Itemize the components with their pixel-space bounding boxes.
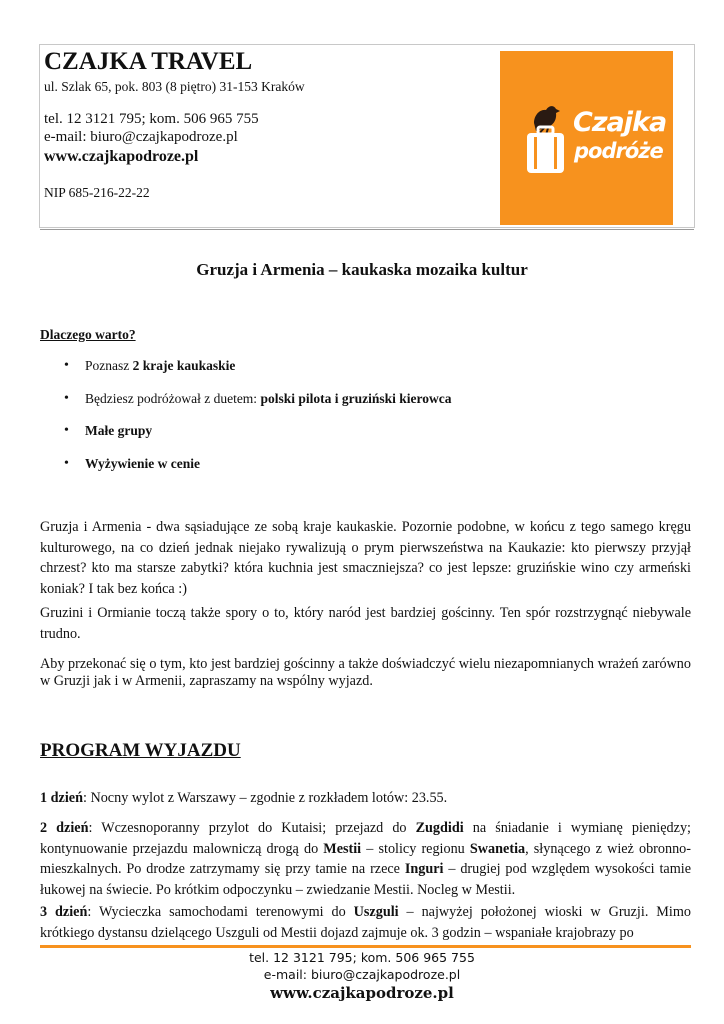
program-heading: PROGRAM WYJAZDU: [40, 740, 241, 761]
intro-paragraph-1: Gruzja i Armenia - dwa sąsiadujące ze sobą kraje kaukaskie. Pozornie podobne, w końcu z tego samego kręgu kulturowego, na co dzień jednak niejako rywalizują o prym pierwszeństwa na Kaukazie: kto pierwszy przyjął chrzest? kto ma starsze zabytki? która kuchnia jest smaczniejsza? co jest lepsze: gruzińskie wino czy armeński koniak? I tak bez końca :): [40, 519, 691, 597]
company-website: www.czajkapodroze.pl: [44, 148, 199, 165]
list-item: • Małe grupy: [64, 415, 451, 448]
logo-text-czajka: Czajka: [573, 107, 667, 138]
company-email: e-mail: biuro@czajkapodroze.pl: [44, 129, 238, 145]
company-name: CZAJKA TRAVEL: [44, 48, 253, 75]
list-item: • Wyżywienie w cenie: [64, 448, 451, 481]
why-heading: Dlaczego warto?: [40, 327, 136, 342]
company-nip: NIP 685-216-22-22: [44, 185, 150, 200]
document-title: Gruzja i Armenia – kaukaska mozaika kultur: [196, 260, 528, 279]
company-address: ul. Szlak 65, pok. 803 (8 piętro) 31-153 Kraków: [44, 79, 305, 94]
company-phone: tel. 12 3121 795; kom. 506 965 755: [44, 111, 259, 127]
header-divider: [40, 229, 694, 230]
company-logo: [500, 51, 673, 225]
list-item: • Poznasz 2 kraje kaukaskie: [64, 350, 451, 383]
intro-paragraph-2: Gruzini i Ormianie toczą także spory o to, który naród jest bardziej gościnny. Ten spór rozstrzygnąć niebywale trudno.: [40, 605, 691, 642]
suitcase-with-bird-icon: [500, 51, 673, 225]
list-item: • Będziesz podróżował z duetem: polski pilota i gruziński kierowca: [64, 383, 451, 416]
intro-paragraph-3: Aby przekonać się o tym, kto jest bardziej gościnny a także doświadczyć wielu niezapomnianych wrażeń zarówno w Gruzji jak i w Armenii, zapraszamy na wspólny wyjazd.: [40, 656, 691, 689]
program-day-2: 2 dzień: Wczesnoporanny przylot do Kutaisi; przejazd do Zugdidi na śniadanie i wymianę pieniędzy; kontynuowanie przejazdu malowniczą drogą do Mestii – stolicy regionu Swanetia, słynącego z wież obronno-mieszkalnych. Po drodze zatrzymamy się przy tamie na rzece Inguri – drugiej pod względem wysokości tamie łukowej na świecie. Po krótkim odpoczynku – zwiedzanie Mestii. Nocleg w Mestii.: [40, 820, 691, 898]
footer-email: e-mail: biuro@czajkapodroze.pl: [263, 967, 461, 982]
logo-text-podroze: podróże: [574, 139, 663, 163]
letterhead: [39, 44, 695, 228]
why-list: [64, 350, 451, 480]
program-day-1: 1 dzień: Nocny wylot z Warszawy – zgodnie z rozkładem lotów: 23.55.: [40, 790, 448, 806]
footer-phone: tel. 12 3121 795; kom. 506 965 755: [249, 950, 475, 965]
program-day-3: 3 dzień: Wycieczka samochodami terenowymi do Uszguli – najwyżej położonej wioski w Gruzji. Mimo krótkiego dystansu dzielącego Uszguli od Mestii dojazd zajmuje ok. 3 godzin – wspaniałe krajobrazy po: [40, 904, 691, 941]
footer-divider: [40, 945, 691, 948]
footer-website: www.czajkapodroze.pl: [270, 984, 454, 1002]
